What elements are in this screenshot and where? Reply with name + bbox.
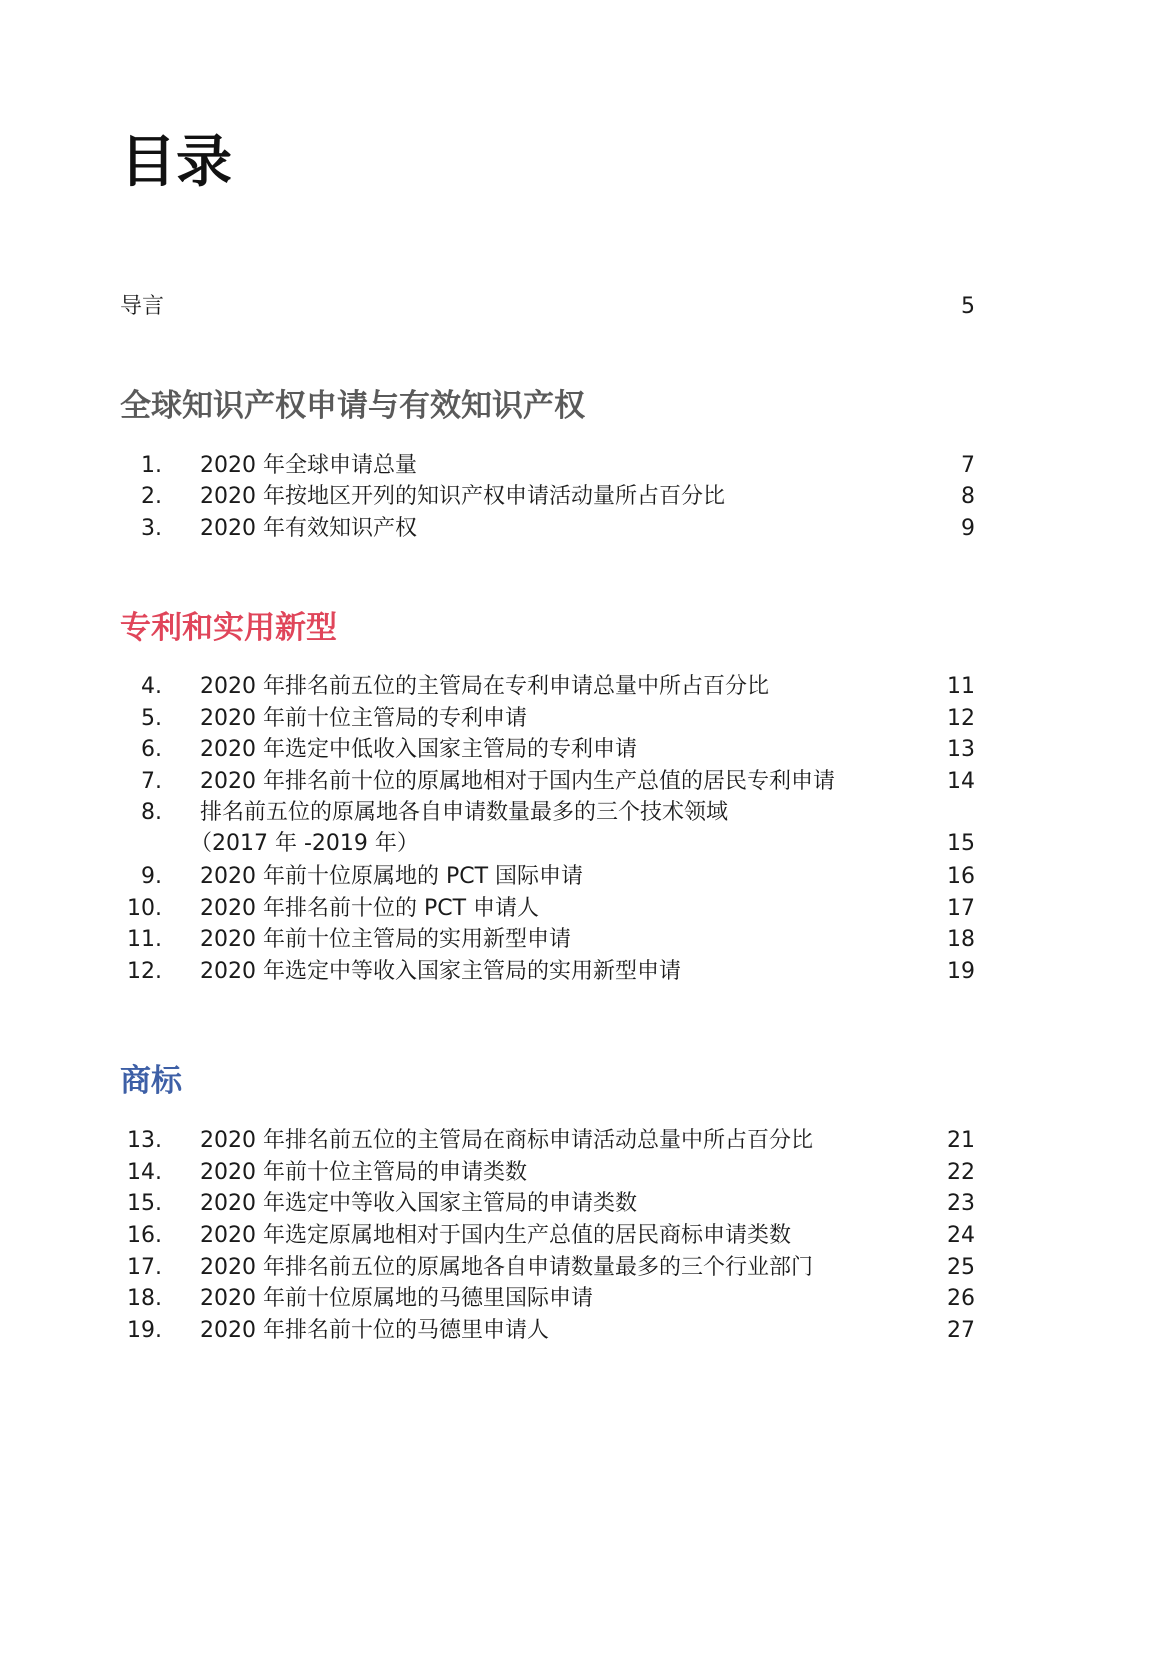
toc-entry[interactable] [120, 672, 975, 702]
toc-entry-label: 2020 年全球申请总量 [200, 453, 417, 478]
toc-entry[interactable] [120, 1253, 975, 1283]
toc-entry-number: 14. [127, 1160, 162, 1185]
toc-entry-label: 2020 年前十位原属地的 PCT 国际申请 [200, 864, 584, 889]
toc-entry-page: 9 [961, 516, 975, 541]
toc-entry-number: 6. [141, 737, 162, 762]
toc-entry-label: 2020 年排名前五位的主管局在专利申请总量中所占百分比 [200, 674, 769, 699]
toc-entry-label: 2020 年前十位原属地的马德里国际申请 [200, 1286, 593, 1311]
toc-entry-label: 2020 年排名前五位的原属地各自申请数量最多的三个行业部门 [200, 1255, 813, 1280]
toc-entry-number: 7. [141, 769, 162, 794]
toc-entry-page: 24 [947, 1223, 975, 1248]
toc-entry-label: 2020 年排名前十位的 PCT 申请人 [200, 896, 540, 921]
toc-entry-page: 7 [961, 453, 975, 478]
toc-entry-label: 2020 年按地区开列的知识产权申请活动量所占百分比 [200, 484, 725, 509]
toc-entry-page: 12 [947, 706, 975, 731]
toc-entry-label: 2020 年排名前五位的主管局在商标申请活动总量中所占百分比 [200, 1128, 813, 1153]
toc-entry[interactable] [120, 1221, 975, 1251]
section-heading-trademarks: 商标 [120, 1063, 182, 1099]
toc-entry-page: 5 [961, 294, 975, 319]
toc-entry-label: 2020 年排名前十位的马德里申请人 [200, 1318, 549, 1343]
toc-entry[interactable] [120, 862, 975, 892]
toc-entry[interactable] [120, 925, 975, 955]
section-heading-global-ip: 全球知识产权申请与有效知识产权 [120, 388, 585, 424]
toc-entry-intro[interactable] [120, 292, 975, 322]
toc-entry-label: 导言 [120, 294, 165, 319]
toc-entry-number: 16. [127, 1223, 162, 1248]
section-heading-patents: 专利和实用新型 [120, 610, 337, 646]
toc-entry-label: 2020 年选定中低收入国家主管局的专利申请 [200, 737, 637, 762]
toc-entry-number: 11. [127, 927, 162, 952]
toc-entry-label: 2020 年选定原属地相对于国内生产总值的居民商标申请类数 [200, 1223, 791, 1248]
toc-entry-number: 5. [141, 706, 162, 731]
toc-entry-page: 19 [947, 959, 975, 984]
toc-entry-number: 15. [127, 1191, 162, 1216]
toc-entry[interactable] [120, 798, 975, 860]
toc-entry-page: 25 [947, 1255, 975, 1280]
toc-entry-page: 18 [947, 927, 975, 952]
toc-entry[interactable] [120, 514, 975, 544]
toc-entry[interactable] [120, 1126, 975, 1156]
toc-entry-number: 8. [141, 800, 162, 825]
toc-entry-label: 2020 年排名前十位的原属地相对于国内生产总值的居民专利申请 [200, 769, 835, 794]
toc-entry-number: 2. [141, 484, 162, 509]
toc-entry[interactable] [120, 894, 975, 924]
toc-entry-label: 2020 年选定中等收入国家主管局的申请类数 [200, 1191, 637, 1216]
toc-entry-number: 9. [141, 864, 162, 889]
toc-entry-number: 1. [141, 453, 162, 478]
page-title: 目录 [120, 129, 232, 195]
toc-entry-label: 2020 年前十位主管局的实用新型申请 [200, 927, 571, 952]
toc-entry[interactable] [120, 1189, 975, 1219]
toc-entry-number: 10. [127, 896, 162, 921]
toc-entry-number: 18. [127, 1286, 162, 1311]
toc-entry-page: 16 [947, 864, 975, 889]
toc-entry-number: 17. [127, 1255, 162, 1280]
toc-entry-number: 3. [141, 516, 162, 541]
toc-entry[interactable] [120, 704, 975, 734]
toc-entry-label: 2020 年有效知识产权 [200, 516, 417, 541]
toc-entry-label: 2020 年选定中等收入国家主管局的实用新型申请 [200, 959, 681, 984]
toc-entry-number: 19. [127, 1318, 162, 1343]
toc-entry-page: 23 [947, 1191, 975, 1216]
toc-entry[interactable] [120, 957, 975, 987]
toc-entry[interactable] [120, 767, 975, 797]
toc-entry-page: 8 [961, 484, 975, 509]
toc-entry-label: 2020 年前十位主管局的专利申请 [200, 706, 527, 731]
toc-entry[interactable] [120, 1158, 975, 1188]
toc-entry-page: 13 [947, 737, 975, 762]
toc-entry[interactable] [120, 1316, 975, 1346]
toc-entry-page: 27 [947, 1318, 975, 1343]
toc-entry-number: 4. [141, 674, 162, 699]
toc-entry-number: 12. [127, 959, 162, 984]
toc-entry[interactable] [120, 482, 975, 512]
toc-entry-label: 2020 年前十位主管局的申请类数 [200, 1160, 527, 1185]
toc-entry-page: 22 [947, 1160, 975, 1185]
toc-entry-page: 14 [947, 769, 975, 794]
toc-entry-label-continued: （2017 年 -2019 年） [190, 831, 419, 856]
toc-entry-page: 11 [947, 674, 975, 699]
toc-entry-label: 排名前五位的原属地各自申请数量最多的三个技术领域 [200, 800, 729, 825]
toc-entry-page: 17 [947, 896, 975, 921]
toc-entry[interactable] [120, 451, 975, 481]
toc-entry-page: 21 [947, 1128, 975, 1153]
toc-entry-page: 26 [947, 1286, 975, 1311]
toc-entry[interactable] [120, 1284, 975, 1314]
toc-entry[interactable] [120, 735, 975, 765]
toc-entry-page: 15 [947, 831, 975, 856]
toc-entry-number: 13. [127, 1128, 162, 1153]
